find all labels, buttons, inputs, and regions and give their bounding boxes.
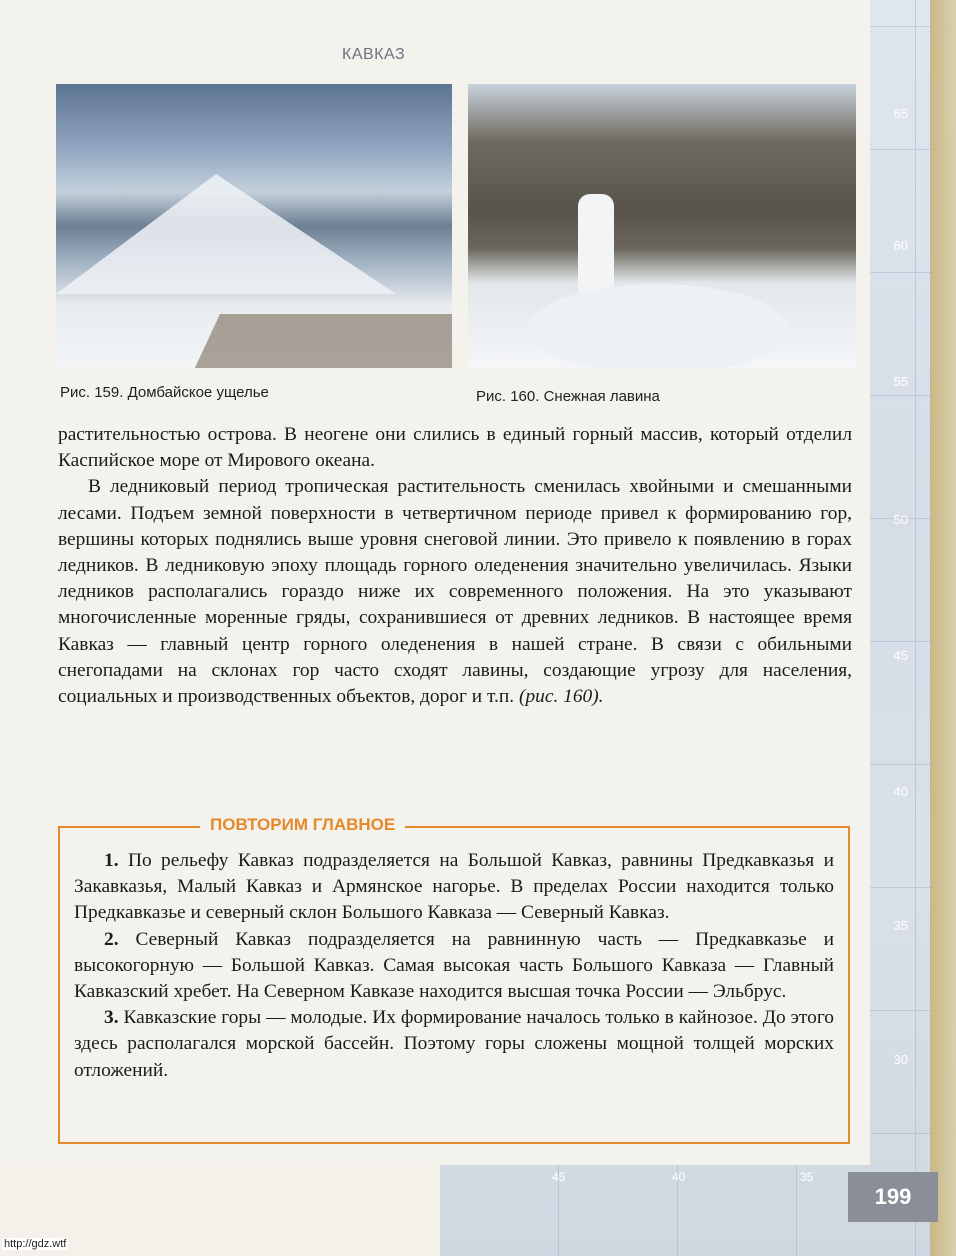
- summary-item-text: По рельефу Кавказ подразделяется на Большой Кавказ, равнины Предкавказья и Закавказья, Малый Кавказ и Армянское нагорье. В пределах России находится только Предкавказье и северный склон Большого Кавказа — Северный Кавказ.: [74, 850, 834, 924]
- summary-item-text: Кавказские горы — молодые. Их формирование началось только в кайнозое. До этого здесь располагался морской бассейн. Поэтому горы сложены мощной толщей морских отложений.: [74, 1007, 834, 1081]
- photo-snow-avalanche: [468, 84, 856, 368]
- figure-caption: Рис. 159. Домбайское ущелье: [60, 384, 269, 401]
- map-lat-label: 40: [893, 784, 908, 799]
- map-lat-label: 30: [893, 1052, 908, 1067]
- summary-item-number: 1.: [104, 850, 119, 871]
- map-lon-label: 45: [552, 1170, 566, 1184]
- map-lat-label: 65: [893, 106, 908, 121]
- map-lat-label: 55: [893, 374, 908, 389]
- summary-item: [74, 927, 834, 1006]
- map-lat-label: 45: [893, 648, 908, 663]
- map-lon-label: 35: [800, 1170, 814, 1184]
- summary-item-number: 2.: [104, 928, 119, 950]
- summary-text: [74, 848, 834, 1084]
- paragraph-text: В ледниковый период тропическая растительность сменилась хвойными и смешанными лесами. Подъем земной поверхности в четвертичном периоде привел к формированию гор, вершины которых поднялись выше уровня снеговой линии. Это привело к появлению в горах ледников. В ледниковую эпоху площадь горного оледенения значительно увеличилась. Языки ледников располагались гораздо ниже их современного положения. На это указывают многочисленные моренные гряды, сохранившиеся от древних ледников. В настоящее время Кавказ — главный центр горного оледенения в нашей стране. В связи с обильными снегопадами на склонах гор часто сходят лавины, создающие угрозу для населения, социальных и производственных объектов, дорог и т.п.: [58, 476, 852, 708]
- map-lat-label: 35: [893, 918, 908, 933]
- map-lat-label: 50: [893, 512, 908, 527]
- page-number: 199: [848, 1172, 938, 1222]
- photo-dombay-gorge: [56, 84, 452, 368]
- page-header: КАВКАЗ: [342, 46, 406, 63]
- summary-item: [74, 1005, 834, 1084]
- figure-caption: Рис. 160. Снежная лавина: [476, 388, 660, 405]
- page-edge: [930, 0, 956, 1256]
- main-text: [58, 422, 852, 710]
- map-lon-label: 40: [672, 1170, 686, 1184]
- paragraph: [58, 474, 852, 710]
- summary-item: [74, 848, 834, 927]
- paragraph: растительностью острова. В неогене они слились в единый горный массив, который отделил Каспийское море от Мирового океана.: [58, 424, 852, 472]
- summary-box: [58, 815, 850, 1144]
- map-lat-label: 60: [893, 238, 908, 253]
- summary-title: ПОВТОРИМ ГЛАВНОЕ: [200, 815, 405, 835]
- figure-reference: (рис. 160).: [518, 686, 604, 708]
- summary-item-number: 3.: [104, 1007, 119, 1029]
- watermark: http://gdz.wtf: [4, 1238, 67, 1250]
- summary-item-text: Северный Кавказ подразделяется на равнинную часть — Предкавказье и высокогорную — Большой Кавказ. Самая высокая часть Большого Кавказа — Главный Кавказский хребет. На Северном Кавказе находится высшая точка России — Эльбрус.: [74, 928, 834, 1003]
